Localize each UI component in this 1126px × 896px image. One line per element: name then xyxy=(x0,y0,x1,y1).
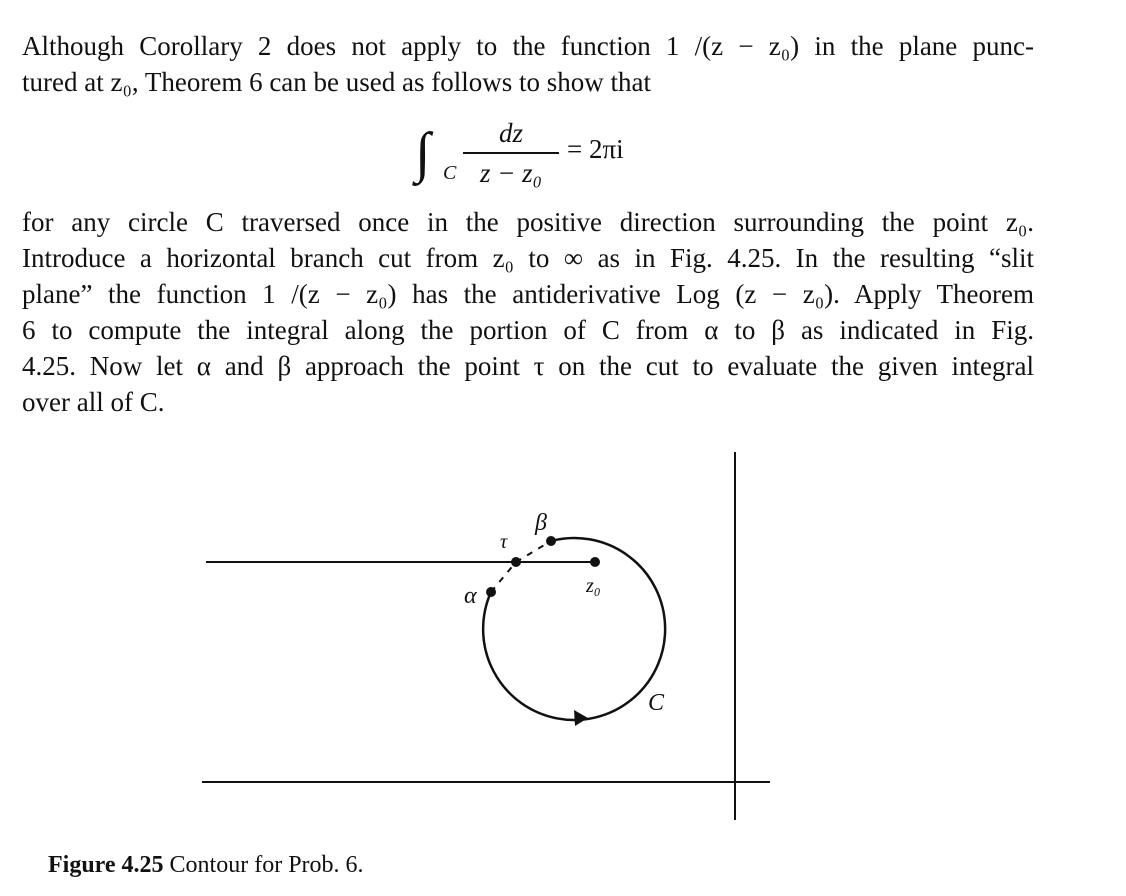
integral-contour-label: C xyxy=(443,162,457,184)
fraction-bar xyxy=(463,152,559,154)
point-z0 xyxy=(590,557,600,567)
integrand-denominator: z − z₀ xyxy=(479,157,543,188)
direction-arrow-icon xyxy=(574,710,588,726)
integrand-numerator: dz xyxy=(498,118,523,148)
caption-number: Figure 4.25 xyxy=(48,852,164,878)
point-alpha xyxy=(486,587,496,597)
point-tau xyxy=(511,557,521,567)
contour-integral-equation xyxy=(415,110,675,196)
intro-line-2: tured at z₀, Theorem 6 can be used as follows to show that xyxy=(22,67,652,97)
label-z0: z₀ xyxy=(586,575,601,597)
integrand-fraction xyxy=(463,116,559,190)
contour-c-arc xyxy=(483,538,665,720)
problem-line-4: 6 to compute the integral along the portion of C from α to β as indicated in Fig. xyxy=(22,315,1034,345)
label-tau: τ xyxy=(500,531,508,553)
label-contour-c: C xyxy=(648,690,665,716)
integral-sign: ∫ xyxy=(415,122,431,184)
problem-line-3: plane” the function 1 /(z − z₀) has the antiderivative Log (z − z₀). Apply Theorem xyxy=(22,279,1034,309)
figure-4-25-diagram xyxy=(0,440,1126,840)
problem-line-6: over all of C. xyxy=(22,387,165,417)
problem-line-5: 4.25. Now let α and β approach the point τ on the cut to evaluate the given integral xyxy=(22,351,1034,381)
label-alpha: α xyxy=(464,583,477,609)
figure-caption xyxy=(48,852,364,879)
label-beta: β xyxy=(535,510,547,536)
paragraph-intro xyxy=(22,28,1034,100)
problem-line-2: Introduce a horizontal branch cut from z₀ to ∞ as in Fig. 4.25. In the resulting “slit xyxy=(22,243,1034,273)
intro-line-1: Although Corollary 2 does not apply to the function 1 /(z − z₀) in the plane punc- xyxy=(22,31,1034,61)
problem-line-1: for any circle C traversed once in the positive direction surrounding the point z₀. xyxy=(22,207,1034,237)
caption-text: Contour for Prob. 6. xyxy=(169,852,364,878)
point-beta xyxy=(546,536,556,546)
paragraph-problem xyxy=(22,204,1034,420)
integral-result: = 2πi xyxy=(567,134,624,164)
